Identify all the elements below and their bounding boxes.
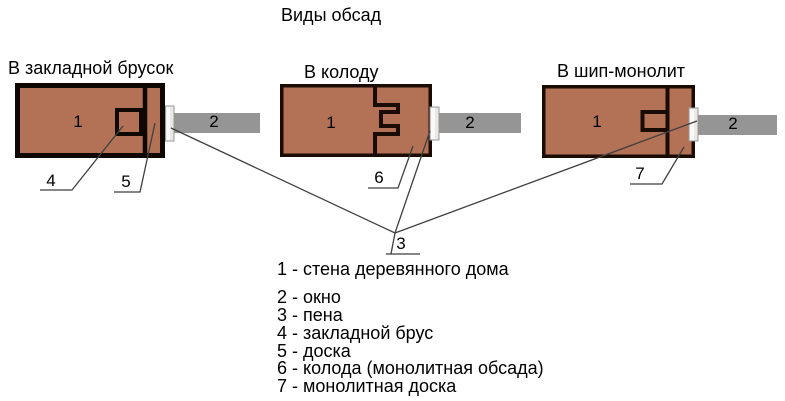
window-number-2: 2 (465, 113, 475, 132)
window-bar-2 (439, 113, 521, 133)
window-number-3: 2 (728, 114, 738, 133)
window-number-1: 2 (209, 112, 219, 131)
section-title-koloda: В колоду (304, 62, 379, 82)
legend-item-1: 1 - стена деревянного дома (277, 259, 509, 279)
page-title: Виды обсад (281, 5, 382, 25)
wall-number-1: 1 (73, 112, 83, 131)
callout-number-4: 4 (46, 171, 56, 190)
foam-strip-3-highlight (690, 109, 694, 140)
section-title-ship-monolit: В шип-монолит (557, 61, 685, 81)
wall-number-2: 1 (326, 113, 336, 132)
legend-item-2: 2 - окно (277, 287, 341, 307)
section-title-zakladnoy: В закладной брусок (8, 58, 174, 78)
legend-item-5: 5 - доска (277, 341, 351, 361)
callout-number-6: 6 (374, 168, 384, 187)
callout-number-5: 5 (121, 172, 131, 191)
foam-strip-2-highlight (431, 108, 435, 139)
callout-number-3: 3 (396, 234, 406, 253)
legend-item-4: 4 - закладной брус (277, 323, 434, 343)
callout-number-7: 7 (635, 164, 645, 183)
legend-item-6: 6 - колода (монолитная обсада) (277, 358, 544, 378)
foam-strip-1-highlight (167, 107, 171, 140)
wall-cross-section-ship-monolit (544, 87, 694, 157)
legend-item-3: 3 - пена (277, 305, 343, 325)
legend-item-7: 7 - монолитная доска (277, 376, 457, 396)
wall-number-3: 1 (592, 112, 602, 131)
wall-cross-section-koloda (282, 86, 431, 156)
